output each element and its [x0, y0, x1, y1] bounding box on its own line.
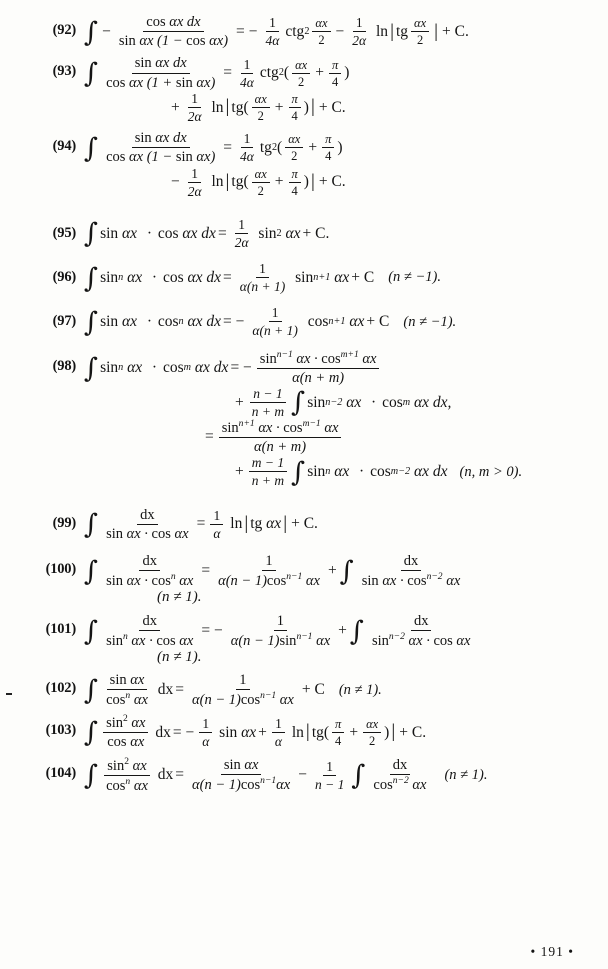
formula-number-99: (99): [52, 514, 76, 531]
formula-104-condition: (n ≠ 1).: [444, 766, 488, 783]
formula-entry-101: [30, 613, 582, 667]
formula-98-line2: + $\frac{n - 1}{n + m}$ ∫ sin n−2 αx · cos m αx dx,: [235, 385, 452, 419]
formula-94-expression: ∫ $\frac{\text{sin αx dx}}{\text{cos αx (1 − sin αx)}}$ = $\frac{1}{4\alpha}$ tg 2 ( $\frac{\alpha x}{2}$ + $\frac{\pi}{4}$ ): [84, 130, 343, 166]
formula-number-103: (103): [45, 722, 76, 739]
formula-number-104: (104): [45, 764, 76, 781]
formula-body-96: [83, 261, 582, 294]
formula-93-line2: + $\frac{1}{2\alpha}$ ln | tg ( $\frac{\alpha x}{2}$ + $\frac{\pi}{4}$ ) | + C.: [171, 90, 346, 125]
formula-entry-102: [30, 672, 582, 708]
formula-entry-94: [30, 130, 582, 199]
formula-body-95: [83, 217, 582, 250]
formula-99-expression: ∫ $\frac{dx}{\text{sin αx · cos αx}}$ = $\frac{1}{\alpha}$ ln | tg αx | + C.: [84, 506, 318, 542]
formula-95-expression: ∫ sin αx · cos αx dx = $\frac{1}{2\alpha}$ sin 2 αx + C.: [84, 216, 330, 250]
formula-entry-100: [30, 553, 582, 607]
formula-body-97: [83, 305, 582, 338]
formula-100-expression: ∫ $\frac{dx}{\sin \alpha x \cdot \cos^n \alpha x}$ = $\frac{1}{\alpha(n - 1)\cos^{n-1} \alpha x}$ + ∫ $\frac{dx}{\sin \alpha x \cdot \cos^{n-2} \alpha x}$: [84, 553, 461, 590]
formula-body-103: [83, 714, 582, 750]
formula-92-expression: ∫ − $\frac{\text{cos αx dx}}{\text{sin αx (1 − cos αx)}}$ = − $\frac{1}{4\alpha}$ ctg 2 $\frac{\alpha x}{2}$ − $\frac{1}{2\alpha}$ ln | tg $\frac{\alpha x}{2}$ | + C.: [84, 14, 469, 50]
formula-body-98: [83, 350, 582, 489]
formula-entry-95: [30, 217, 582, 250]
formula-98-line4: + $\frac{m - 1}{n + m}$ ∫ sin n αx · cos m−2 αx dx (n, m > 0).: [235, 455, 523, 489]
formula-body-99: [83, 507, 582, 542]
formula-102-condition: (n ≠ 1).: [338, 681, 382, 698]
formula-96-condition: (n ≠ −1).: [388, 269, 441, 286]
page-number: • 191 •: [530, 944, 574, 959]
formula-number-94: (94): [52, 138, 76, 155]
formula-98-line3: = $\frac{\sin^{n+1} \alpha x \cdot \cos^{m-1} \alpha x}{\alpha(n + m)}$: [83, 419, 582, 455]
formula-entry-103: [30, 714, 582, 750]
formula-number-95: (95): [52, 224, 76, 241]
formula-number-97: (97): [52, 313, 76, 330]
formula-97-condition: (n ≠ −1).: [403, 313, 457, 330]
formula-104-expression: ∫ $\frac{\sin^2 \alpha x}{\cos^n \alpha x}$ dx = $\frac{\text{sin αx}}{\alpha(n - 1)\cos^{n-1}\alpha x}$ − $\frac{1}{n - 1}$ ∫ $\frac{dx}{\cos^{n-2} \alpha x}$ (n ≠ 1).: [84, 755, 488, 794]
formula-number-101: (101): [45, 620, 76, 637]
formula-number-100: (100): [45, 561, 76, 577]
formula-101-condition: (n ≠ 1).: [157, 648, 202, 665]
formula-entry-97: [30, 305, 582, 338]
formula-entry-92: [30, 14, 582, 49]
formula-number-96: (96): [52, 269, 76, 286]
formula-96-expression: ∫ sin n αx · cos αx dx = $\frac{1}{\alpha(n + 1)}$ sin n+1 αx + C (n ≠ −1).: [84, 261, 441, 295]
formula-101-expression: ∫ $\frac{dx}{\sin^n \alpha x \cdot \cos \alpha x}$ = − $\frac{1}{\alpha(n - 1)\sin^{n-1} \alpha x}$ + ∫ $\frac{dx}{\sin^{n-2} \alpha x \cdot \cos \alpha x}$: [84, 612, 471, 649]
formula-number-92: (92): [52, 22, 76, 38]
formula-93-expression: ∫ $\frac{\text{sin αx dx}}{\text{cos αx (1 + sin αx)}}$ = $\frac{1}{4\alpha}$ ctg 2 ( $\frac{\alpha x}{2}$ + $\frac{\pi}{4}$ ): [84, 55, 350, 91]
formula-number-102: (102): [45, 680, 76, 697]
formula-98-expression: ∫ sin n αx · cos m αx dx = − $\frac{\sin^{n-1} \alpha x \cdot \cos^{m+1} \alpha x}{\alpha(n + m)}$: [83, 350, 382, 386]
formula-entry-93: [30, 55, 582, 124]
formula-body-102: [83, 672, 582, 708]
formula-94-line2: − $\frac{1}{2\alpha}$ ln | tg ( $\frac{\alpha x}{2}$ + $\frac{\pi}{4}$ ) | + C.: [171, 165, 346, 199]
formula-entry-96: [30, 261, 582, 294]
formula-body-100: [83, 553, 582, 607]
formula-body-101: [83, 613, 582, 667]
formula-100-condition: (n ≠ 1).: [157, 589, 202, 606]
formula-entry-99: [30, 507, 582, 542]
formula-body-104: [83, 757, 582, 794]
formula-number-98: (98): [52, 357, 76, 374]
formula-entry-104: [30, 757, 582, 794]
formula-number-93: (93): [52, 63, 76, 80]
formula-body-94: [83, 130, 582, 199]
formula-97-expression: ∫ sin αx · cos n αx dx = − $\frac{1}{\alpha(n + 1)}$ cos n+1 αx + C (n ≠ −1).: [84, 305, 457, 339]
formula-entry-98: [30, 350, 582, 489]
formula-body-93: [83, 55, 582, 124]
formula-102-expression: ∫ $\frac{\text{sin αx}}{\cos^n \alpha x}$ dx = $\frac{1}{\alpha(n - 1)\cos^{n-1} \alpha x}$ + C (n ≠ 1).: [84, 672, 382, 709]
formula-body-92: [83, 14, 582, 49]
formula-103-expression: ∫ $\frac{\sin^2 \alpha x}{\text{cos αx}}$ dx = − $\frac{1}{\alpha}$ sin αx + $\frac{1}{\alpha}$ ln | tg ( $\frac{\pi}{4}$ + $\frac{\alpha x}{2}$ ) | + C.: [84, 713, 427, 751]
formula-98-condition: (n, m > 0).: [459, 463, 523, 480]
